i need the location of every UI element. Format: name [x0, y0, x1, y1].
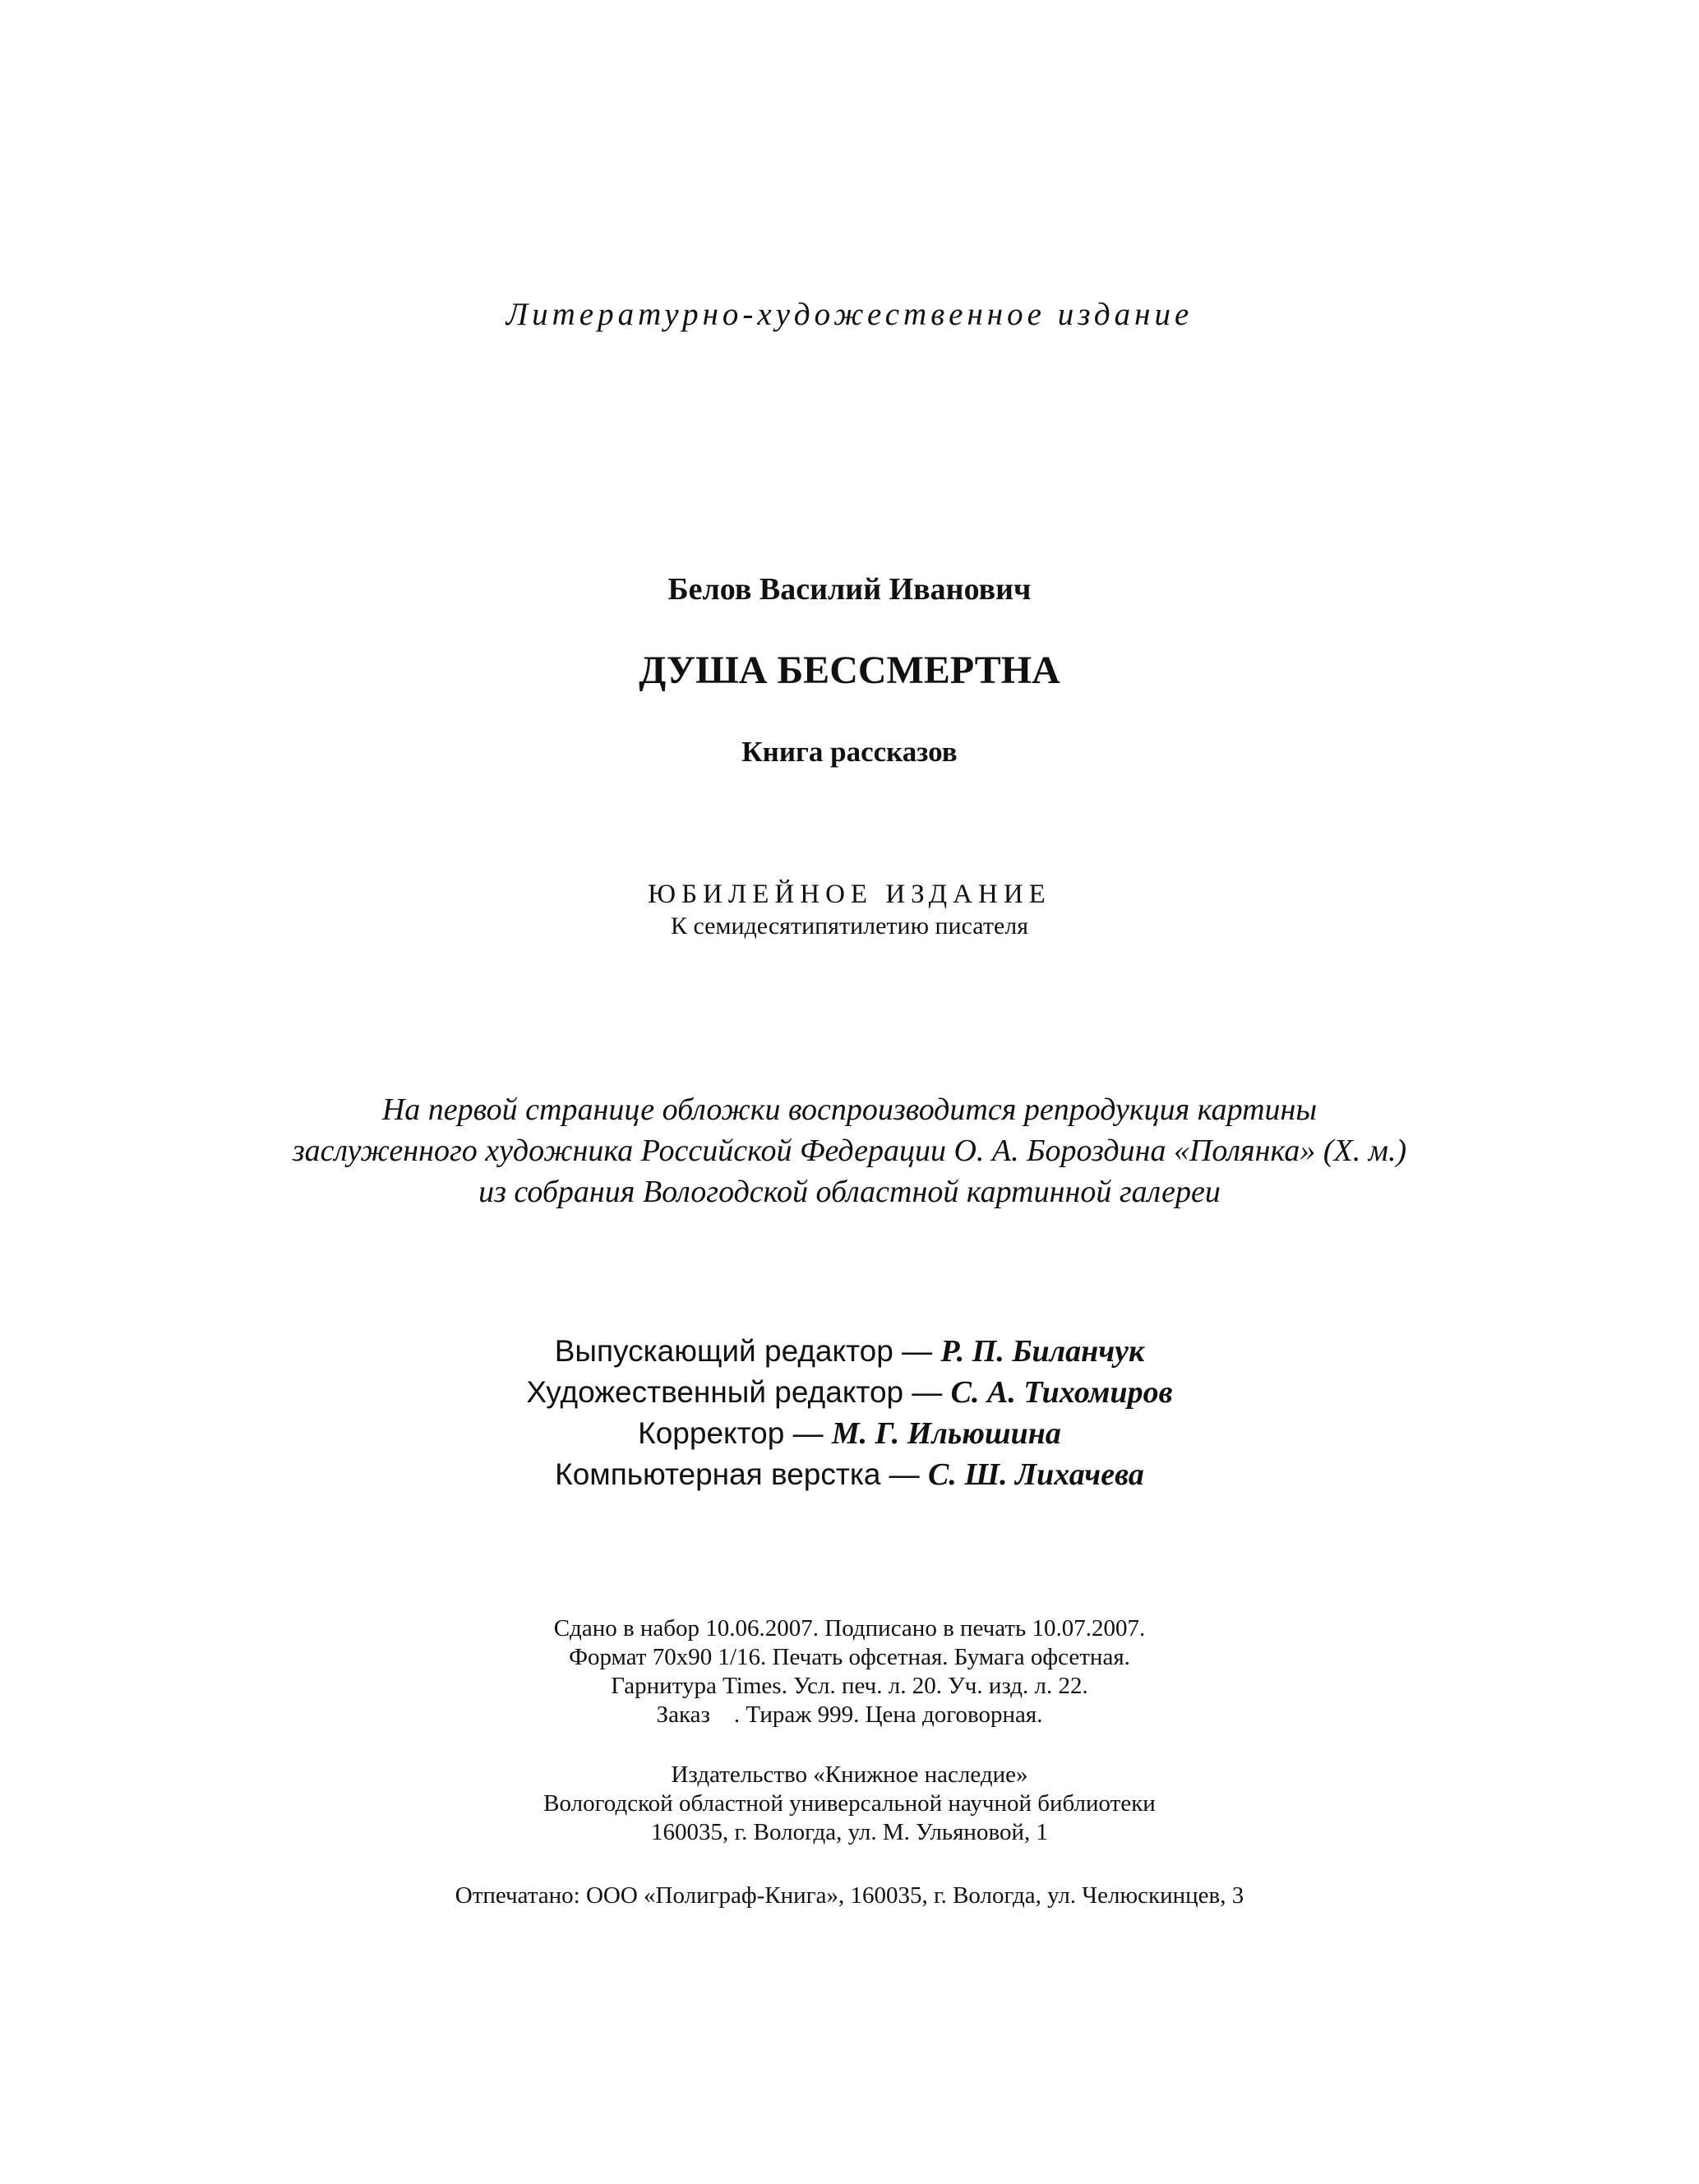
jubilee-heading: ЮБИЛЕЙНОЕ ИЗДАНИЕ: [648, 880, 1051, 909]
credit-role: Выпускающий редактор —: [554, 1334, 941, 1368]
book-title: ДУША БЕССМЕРТНА: [639, 649, 1060, 692]
cover-note-line: На первой странице обложки воспроизводится репродукция картины: [381, 1092, 1318, 1127]
imprint-line: Заказ . Тираж 999. Цена договорная.: [656, 1701, 1043, 1728]
cover-note-line: из собрания Вологодской областной картинной галереи: [478, 1175, 1221, 1209]
credit-person: Р. П. Биланчук: [940, 1334, 1145, 1369]
publisher-line: Вологодской областной универсальной научной библиотеки: [543, 1790, 1156, 1817]
credit-person: С. А. Тихомиров: [950, 1375, 1173, 1410]
credit-role: Художественный редактор —: [526, 1375, 951, 1409]
imprint-line: Гарнитура Times. Усл. печ. л. 20. Уч. изд. л. 22.: [611, 1673, 1088, 1699]
imprint-line: Сдано в набор 10.06.2007. Подписано в печать 10.07.2007.: [553, 1615, 1146, 1641]
publisher-line: Издательство «Книжное наследие»: [671, 1762, 1028, 1788]
credit-person: М. Г. Ильюшина: [831, 1416, 1061, 1451]
printed-by: Отпечатано: ООО «Полиграф-Книга», 160035, г. Вологда, ул. Челюскинцев, 3: [455, 1882, 1244, 1909]
author-name: Белов Василий Иванович: [667, 572, 1032, 607]
credit-line: [0, 1415, 1699, 1452]
cover-note-line: заслуженного художника Российской Федерации О. А. Бороздина «Полянка» (Х. м.): [292, 1134, 1407, 1168]
credit-line: [0, 1374, 1699, 1411]
credit-person: С. Ш. Лихачева: [927, 1457, 1144, 1492]
jubilee-subheading: К семидесятипятилетию писателя: [670, 912, 1029, 940]
credit-role: Корректор —: [638, 1416, 832, 1450]
credit-line: [0, 1333, 1699, 1369]
imprint-line: Формат 70x90 1/16. Печать офсетная. Бумага офсетная.: [569, 1644, 1130, 1670]
book-subtitle: Книга рассказов: [741, 736, 958, 768]
credit-line: [0, 1457, 1699, 1493]
credit-role: Компьютерная верстка —: [555, 1457, 928, 1491]
publisher-line: 160035, г. Вологда, ул. М. Ульяновой, 1: [651, 1819, 1048, 1845]
edition-type: Литературно-художественное издание: [506, 297, 1193, 332]
